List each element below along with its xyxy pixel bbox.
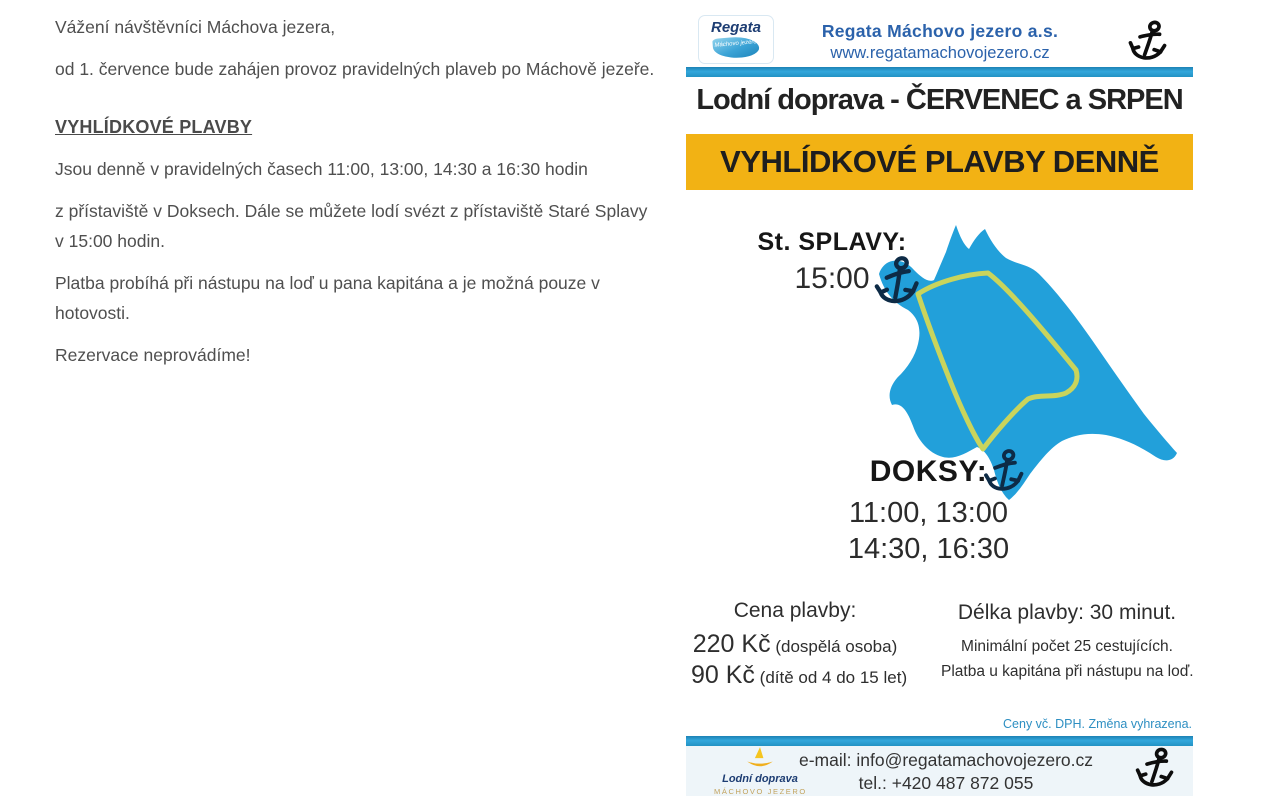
anchor-icon [1133,744,1179,794]
splavy-time: 15:00 [794,262,870,295]
details-block [941,601,1193,684]
article-departure: z přístaviště v Doksech. Dále se můžete lodí svézt z přístaviště Staré Splavy v 15:00 hodin. [55,201,648,251]
pricing-adult [691,630,899,661]
splavy-label: St. SPLAVY: [757,228,907,256]
sailboat-icon [743,746,777,772]
doksy-times-1: 11:00, 13:00 [848,497,1009,529]
article-payment: Platba probíhá při nástupu na loď u pana kapitána a je možná pouze v hotovosti. [55,273,600,323]
company-website: www.regatamachovojezero.cz [830,44,1050,62]
article-reservation: Rezervace neprovádíme! [55,345,251,365]
payment-text: Platba u kapitána při nástupu na loď. [941,663,1194,680]
article-text [55,0,655,382]
adult-note: (dospělá osoba) [775,637,898,656]
footer-brand: Lodní doprava [722,773,798,785]
divider-bar-top [686,67,1193,77]
doksy-label: DOKSY: [869,455,988,488]
contact-block [786,750,1106,794]
regata-logo-name: Regata [710,19,762,36]
pricing-block [691,599,908,692]
article-opening: od 1. července bude zahájen provoz pravidelných plaveb po Máchově jezeře. [55,59,655,79]
regata-logo [698,15,774,64]
article-schedule: Jsou denně v pravidelných časech 11:00, 13:00, 14:30 a 16:30 hodin [55,159,588,179]
vat-note: Ceny vč. DPH. Změna vyhrazena. [1003,717,1192,731]
pricing-heading: Cena plavby: [733,599,857,622]
article-heading: VYHLÍDKOVÉ PLAVBY [55,117,253,137]
contact-email: e-mail: info@regatamachovojezero.cz [798,750,1093,770]
regata-logo-sail-icon: Máchovo jezero [712,35,760,60]
contact-phone: tel.: +420 487 872 055 [858,773,1034,793]
anchor-icon [980,444,1030,499]
company-name: Regata Máchovo jezero a.s. [821,21,1059,41]
anchor-icon [1125,17,1173,67]
adult-price: 220 Kč [692,630,771,658]
anchor-icon [869,251,927,312]
minimum-text: Minimální počet 25 cestujících. [961,638,1173,655]
poster-header [790,21,1090,63]
poster [686,0,1193,796]
pricing-child [691,661,908,692]
poster-banner: VYHLÍDKOVÉ PLAVBY DENNĚ [686,134,1193,190]
divider-bar-bottom [686,736,1193,746]
article-greeting: Vážení návštěvníci Máchova jezera, [55,17,336,37]
child-note: (dítě od 4 do 15 let) [759,668,908,687]
doksy-times-2: 14:30, 16:30 [847,533,1010,565]
footer-brand-sub: MÁCHOVO JEZERO [714,787,807,796]
duration-text: Délka plavby: 30 minut. [957,601,1177,624]
poster-title: Lodní doprava - ČERVENEC a SRPEN [696,84,1183,116]
child-price: 90 Kč [691,661,755,689]
